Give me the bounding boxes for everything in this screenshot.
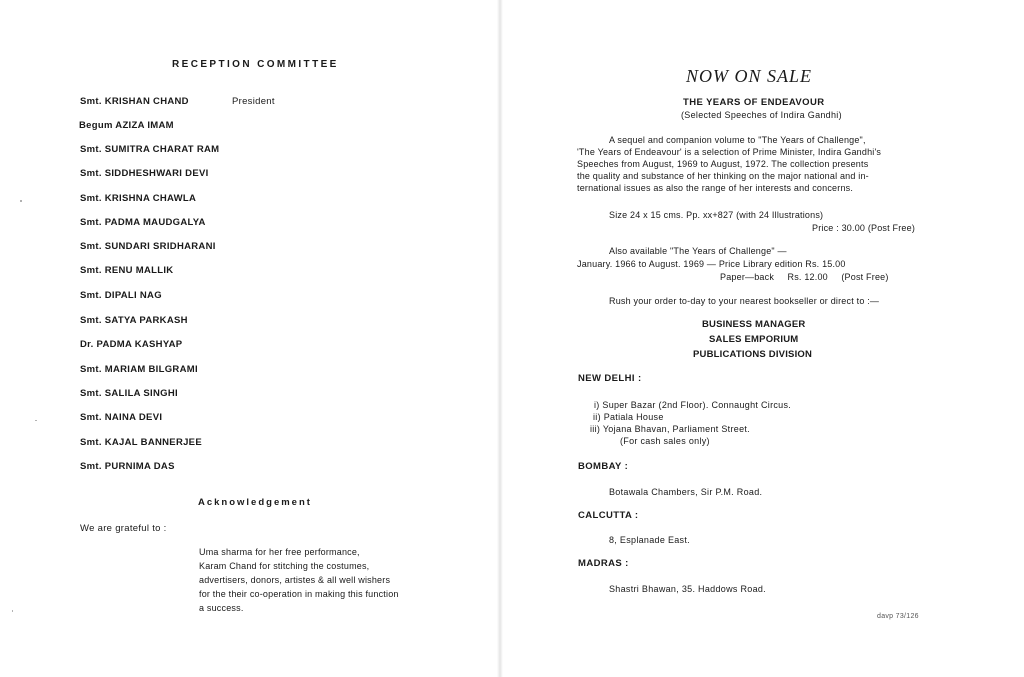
new-delhi-label: NEW DELHI :	[578, 373, 642, 384]
committee-member: Smt. KRISHAN CHAND	[80, 96, 189, 107]
committee-member: Smt. PURNIMA DAS	[80, 461, 175, 472]
committee-member: Smt. RENU MALLIK	[80, 265, 174, 276]
description-line: Speeches from August, 1969 to August, 1972. The collection presents	[577, 159, 869, 169]
madras-label: MADRAS :	[578, 558, 629, 569]
book-title: THE YEARS OF ENDEAVOUR	[683, 97, 825, 108]
paperback-line: Paper—back Rs. 12.00 (Post Free)	[720, 272, 889, 282]
committee-member: Dr. PADMA KASHYAP	[80, 339, 183, 350]
description-line: 'The Years of Endeavour' is a selection of Prime Minister, Indira Gandhi's	[577, 147, 882, 157]
committee-member: Smt. SUNDARI SRIDHARANI	[80, 241, 216, 252]
business-manager: BUSINESS MANAGER	[702, 319, 806, 330]
committee-member: Begum AZIZA IMAM	[79, 120, 174, 131]
bombay-label: BOMBAY :	[578, 461, 629, 472]
new-delhi-address: iii) Yojana Bhavan, Parliament Street.	[590, 424, 750, 434]
bombay-address: Botawala Chambers, Sir P.M. Road.	[609, 487, 763, 497]
president-role: President	[232, 96, 275, 107]
book-subtitle: (Selected Speeches of Indira Gandhi)	[681, 110, 842, 120]
committee-member: Smt. SALILA SINGHI	[80, 388, 178, 399]
cash-sales-note: (For cash sales only)	[620, 436, 710, 446]
committee-member: Smt. SUMITRA CHARAT RAM	[80, 144, 220, 155]
price-line: Price : 30.00 (Post Free)	[812, 223, 916, 233]
description-line: ternational issues as also the range of her interests and concerns.	[577, 183, 854, 193]
new-delhi-address: i) Super Bazar (2nd Floor). Connaught Circus.	[594, 400, 792, 410]
calcutta-address: 8, Esplanade East.	[609, 535, 690, 545]
acknowledgement-title: Acknowledgement	[198, 497, 312, 508]
madras-address: Shastri Bhawan, 35. Haddows Road.	[609, 584, 766, 594]
reference-code: davp 73/126	[877, 613, 919, 620]
committee-member: Smt. KRISHNA CHAWLA	[80, 193, 197, 204]
ack-line: advertisers, donors, artistes & all well wishers	[199, 575, 391, 585]
committee-member: Smt. PADMA MAUDGALYA	[80, 217, 206, 228]
ack-line: Karam Chand for stitching the costumes,	[199, 561, 370, 571]
paper-speck	[35, 420, 37, 421]
committee-member: Smt. KAJAL BANNERJEE	[80, 437, 202, 448]
now-on-sale-title: NOW ON SALE	[686, 66, 813, 86]
committee-member: Smt. DIPALI NAG	[80, 290, 162, 301]
left-page	[0, 0, 500, 677]
ack-line: a success.	[199, 603, 244, 613]
ack-line: for the their co-operation in making this function	[199, 589, 399, 599]
calcutta-label: CALCUTTA :	[578, 510, 639, 521]
grateful-line: We are grateful to :	[80, 523, 167, 534]
paper-speck	[12, 610, 13, 612]
committee-title: RECEPTION COMMITTEE	[172, 59, 339, 70]
paper-speck	[20, 200, 22, 202]
description-line: the quality and substance of her thinking on the major national and in-	[577, 171, 869, 181]
size-line: Size 24 x 15 cms. Pp. xx+827 (with 24 Illustrations)	[609, 210, 824, 220]
also-available-line: Also available "The Years of Challenge" —	[609, 246, 787, 256]
committee-member: Smt. MARIAM BILGRAMI	[80, 364, 198, 375]
ack-line: Uma sharma for her free performance,	[199, 547, 360, 557]
description-line: A sequel and companion volume to "The Years of Challenge",	[609, 135, 866, 145]
publications-division: PUBLICATIONS DIVISION	[693, 349, 813, 360]
rush-order-line: Rush your order to-day to your nearest bookseller or direct to :—	[609, 296, 880, 306]
committee-member: Smt. SIDDHESHWARI DEVI	[80, 168, 209, 179]
committee-member: Smt. SATYA PARKASH	[80, 315, 188, 326]
acknowledgement-text	[199, 545, 449, 615]
new-delhi-address: ii) Patiala House	[593, 412, 664, 422]
sales-emporium: SALES EMPORIUM	[709, 334, 799, 345]
committee-member: Smt. NAINA DEVI	[80, 412, 163, 423]
price-library-line: January. 1966 to August. 1969 — Price Library edition Rs. 15.00	[577, 259, 846, 269]
